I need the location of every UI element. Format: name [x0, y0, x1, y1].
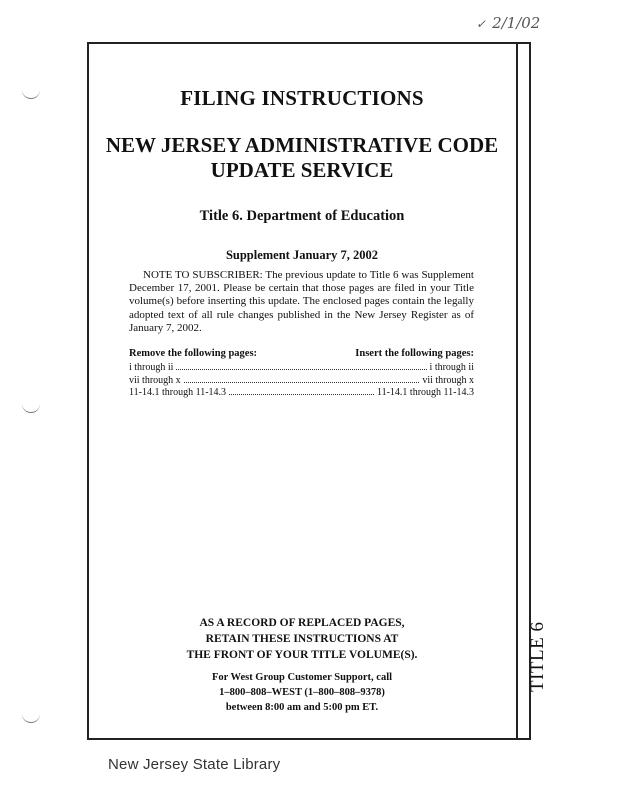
supplement-date: Supplement January 7, 2002 [225, 248, 379, 262]
pages-table-header [129, 348, 474, 362]
insert-pages: i through ii [427, 362, 474, 373]
insert-header: Insert the following pages: [355, 348, 474, 359]
handwritten-date: 2/1/02 [492, 14, 541, 32]
table-row [129, 375, 474, 388]
title-heading: Title 6. Department of Education [199, 208, 405, 224]
dot-leader [184, 381, 420, 383]
record-line-3: THE FRONT OF YOUR TITLE VOLUME(S). [186, 649, 418, 661]
dot-leader [229, 393, 374, 395]
code-title-line2: UPDATE SERVICE [210, 158, 394, 182]
pages-table [129, 348, 474, 400]
customer-support-info [88, 670, 516, 715]
subscriber-note: NOTE TO SUBSCRIBER: The previous update to Title 6 was Supplement December 17, 2001. Please be certain that those pages are filed in your Title volume(s) before inserting this update. The enclosed pages contain the legally adopted text of all rule changes published in the New Jersey Register as of January 7, 2002. [129, 269, 474, 334]
record-line-2: RETAIN THESE INSTRUCTIONS AT [205, 633, 399, 645]
table-row [129, 387, 474, 400]
insert-pages: vii through x [419, 375, 474, 386]
table-row [129, 362, 474, 375]
support-hours: between 8:00 am and 5:00 pm ET. [225, 702, 379, 713]
punch-hole-top [22, 88, 40, 99]
support-phone: 1–800–808–WEST (1–800–808–9378) [219, 687, 385, 698]
record-instructions [88, 615, 516, 663]
remove-pages: vii through x [129, 375, 184, 386]
code-title [88, 133, 516, 183]
insert-pages: 11-14.1 through 11-14.3 [374, 387, 474, 398]
tab-divider-rule [516, 42, 518, 740]
tab-label: TITLE 6 [527, 621, 548, 692]
handwritten-date-note [476, 14, 540, 32]
record-line-1: AS A RECORD OF REPLACED PAGES, [199, 617, 405, 629]
remove-pages: 11-14.1 through 11-14.3 [129, 387, 229, 398]
punch-hole-bottom [22, 712, 40, 723]
title-tab [525, 606, 555, 696]
remove-pages: i through ii [129, 362, 176, 373]
filing-instructions-title: FILING INSTRUCTIONS [180, 86, 424, 110]
code-title-line1: NEW JERSEY ADMINISTRATIVE CODE [105, 133, 499, 157]
punch-hole-middle [22, 402, 40, 413]
remove-header: Remove the following pages: [129, 348, 258, 359]
library-stamp: New Jersey State Library [108, 756, 281, 773]
handwritten-initials: ✓ [476, 17, 487, 31]
dot-leader [176, 368, 426, 370]
support-line-1: For West Group Customer Support, call [211, 672, 393, 683]
